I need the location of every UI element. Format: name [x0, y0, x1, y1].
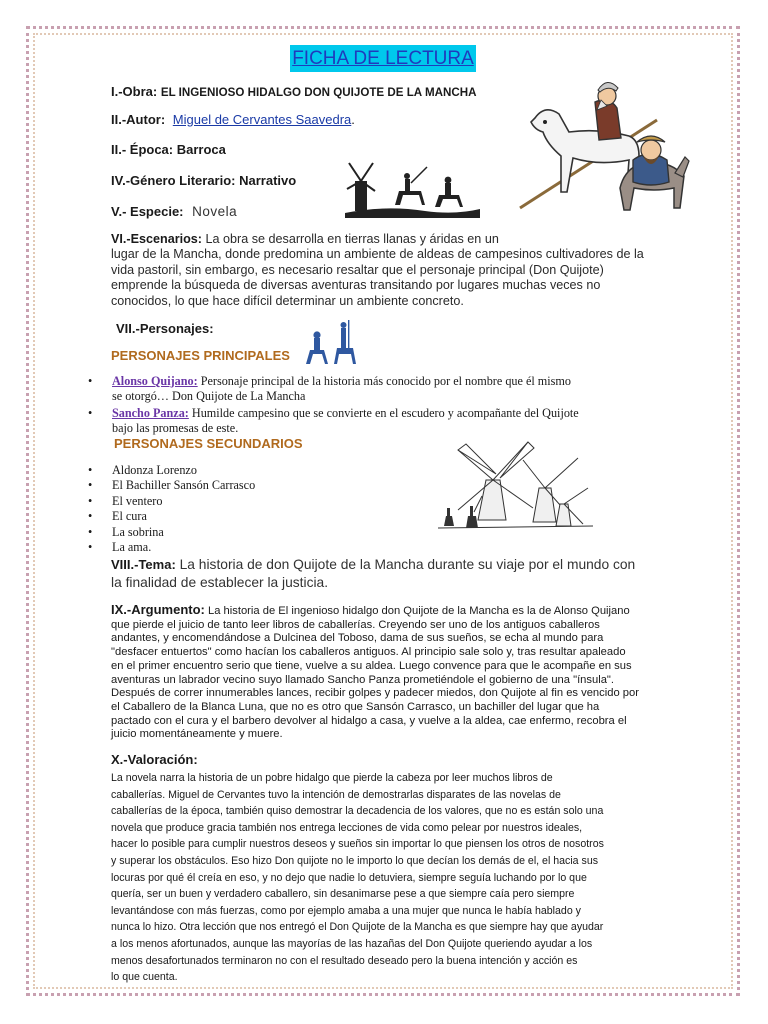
epoca-label: II.- Época:: [111, 142, 174, 157]
valoracion-line: quería, ser un buen y verdadero caballero, sin desanimarse pese a que siempre caía pero siempre: [111, 888, 575, 901]
valoracion-line: levantándose con más fuerzas, como por ejemplo amaba a una mujer que nunca le había hablado y: [111, 904, 581, 917]
secundarios-list: [88, 463, 255, 555]
escenarios-line: lugar de la Mancha, donde predomina un ambiente de aldeas de campesinos cultivadores de la: [111, 247, 644, 262]
valoracion-section: [111, 770, 671, 986]
escenarios-line: conocidos, lo que hace difícil determinar un ambiente concreto.: [111, 293, 464, 308]
list-item: [88, 374, 688, 405]
list-item: • El Bachiller Sansón Carrasco: [88, 478, 255, 493]
autor-row: [111, 112, 355, 127]
principales-heading: PERSONAJES PRINCIPALES: [111, 348, 290, 363]
genero-label: IV.-Género Literario:: [111, 173, 236, 188]
argumento-line: "desfacer entuertos" como hacían los caballeros antiguos. Al principio sale solo y, tras resultar apaleado: [111, 646, 626, 659]
list-item: • El cura: [88, 509, 255, 524]
page-title: FICHA DE LECTURA: [290, 45, 476, 72]
genero-value: Narrativo: [239, 173, 297, 188]
valoracion-line: caballerías. Miguel de Cervantes tuvo la intención de demostrarlas disparates de las novelas de: [111, 788, 561, 801]
escenarios-line: emprende la búsqueda de diversas aventuras transitando por lugares muchas veces no: [111, 278, 601, 293]
valoracion-label: X.-Valoración:: [111, 752, 198, 767]
character-desc: se otorgó… Don Quijote de La Mancha: [112, 389, 306, 404]
valoracion-line: novela que produce gracia también nos entrega lecciones de vida como pelear por nuestros ideales,: [111, 821, 583, 834]
argumento-line: en el primer encuentro serio que tiene, vuelve a su aldea. Luego convence para que le acompañe en sus: [111, 659, 632, 672]
autor-suffix: .: [351, 112, 355, 127]
character-desc: Personaje principal de la historia más conocido por el nombre que él mismo: [200, 374, 571, 388]
windmills-sketch-image: [438, 430, 593, 540]
especie-label: V.- Especie:: [111, 204, 184, 219]
argumento-line: aventuras un labrador vecino suyo llamado Sancho Panza prometiéndole el gobierno de una "ínsula".: [111, 673, 615, 686]
secundarios-heading: PERSONAJES SECUNDARIOS: [114, 436, 303, 451]
tema-section: [111, 556, 671, 592]
list-item: • La sobrina: [88, 525, 255, 540]
obra-value: EL INGENIOSO HIDALGO DON QUIJOTE DE LA MANCHA: [160, 86, 477, 99]
valoracion-line: caballerías de la época, también quiso demostrar la decadencia de los valores, que no es están solo una: [111, 805, 604, 818]
argumento-line: juicio momentáneamente y muere.: [111, 728, 283, 741]
argumento-line: andantes, y encomendándose a Dulcinea del Toboso, dama de sus sueños, se echa al mundo para: [111, 632, 604, 645]
character-name: Alonso Quijano:: [112, 374, 198, 388]
valoracion-line: locuras por qué él creía en eso, y no dejo que nadie lo detuviera, siempre seguía luchando por lo que: [111, 871, 587, 884]
argumento-line: pactado con el cura y el barbero devolver al hidalgo a casa, y vuelve a la aldea, cae enfermo, recobra el: [111, 714, 627, 727]
character-name: Sancho Panza:: [112, 405, 189, 420]
argumento-line1: La historia de El ingenioso hidalgo don Quijote de la Mancha es la de Alonso Quijano: [208, 605, 630, 617]
epoca-value: Barroca: [176, 142, 226, 157]
escenarios-line: vida pastoril, sin embargo, es necesario resaltar que el personaje principal (Don Quijote): [111, 262, 604, 277]
list-item: • El ventero: [88, 494, 255, 509]
obra-row: [111, 84, 476, 99]
list-item: • Aldonza Lorenzo: [88, 463, 255, 478]
valoracion-line: y superar los obstáculos. Eso hizo Don quijote no le importo lo que decían los demás de el, el hacia sus: [111, 854, 599, 867]
escenarios-line1: La obra se desarrolla en tierras llanas y áridas en un: [205, 232, 499, 246]
argumento-label: IX.-Argumento:: [111, 602, 205, 617]
valoracion-line: lo que cuenta.: [111, 971, 178, 984]
obra-label: I.-Obra:: [111, 84, 158, 99]
list-item: • La ama.: [88, 540, 255, 555]
tema-label: VIII.-Tema:: [111, 557, 176, 572]
list-item: [88, 406, 688, 437]
don-quijote-sancho-cartoon-image: [515, 78, 695, 238]
argumento-line: Después de correr innumerables lances, recibir golpes y padecer miedos, don Quijote al fin es vencido por: [111, 687, 639, 700]
autor-link[interactable]: Miguel de Cervantes Saavedra: [172, 112, 352, 127]
argumento-line: que pierde el juicio de tanto leer libros de caballerías. Creyendo ser uno de los antiguos caballeros: [111, 618, 600, 631]
epoca-row: [111, 142, 226, 157]
argumento-section: [111, 603, 671, 742]
argumento-line: el Caballero de la Blanca Luna, que no es otro que Sansón Carrasco, un bachiller del lugar que ha: [111, 700, 600, 713]
windmill-silhouette-image: [345, 153, 480, 218]
personajes-label: VII.-Personajes:: [116, 321, 214, 336]
especie-row: [111, 204, 237, 219]
valoracion-line: hacer lo posible para cumplir nuestros deseos y sueños sin importar lo que piensen los otros de nosotros: [111, 838, 604, 851]
autor-label: II.-Autor:: [111, 112, 166, 127]
escenarios-section: [111, 232, 671, 309]
tema-line1: La historia de don Quijote de la Mancha durante su viaje por el mundo con: [179, 557, 636, 572]
tema-line2: la finalidad de establecer la justicia.: [111, 575, 329, 590]
valoracion-line: menos desafortunados terminaron no con el resultado deseado pero la buena intención y acción es: [111, 954, 578, 967]
valoracion-line: a los menos afortunados, aunque las mayorías de las hazañas del Don Quijote queriendo ayudar a los: [111, 937, 593, 950]
valoracion-line: nunca lo hizo. Otra lección que nos entregó el Don Quijote de la Mancha es que siempre hay que ayudar: [111, 921, 604, 934]
escenarios-label: VI.-Escenarios:: [111, 232, 202, 246]
quijote-sancho-blue-silhouette-image: [304, 318, 360, 368]
principales-list: [88, 374, 688, 437]
character-desc: bajo las promesas de este.: [112, 421, 239, 436]
valoracion-line: La novela narra la historia de un pobre hidalgo que pierde la cabeza por leer muchos libros de: [111, 772, 553, 784]
genero-row: [111, 173, 296, 188]
character-desc: Humilde campesino que se convierte en el escudero y acompañante del Quijote: [191, 405, 579, 420]
especie-value: Novela: [192, 204, 238, 219]
